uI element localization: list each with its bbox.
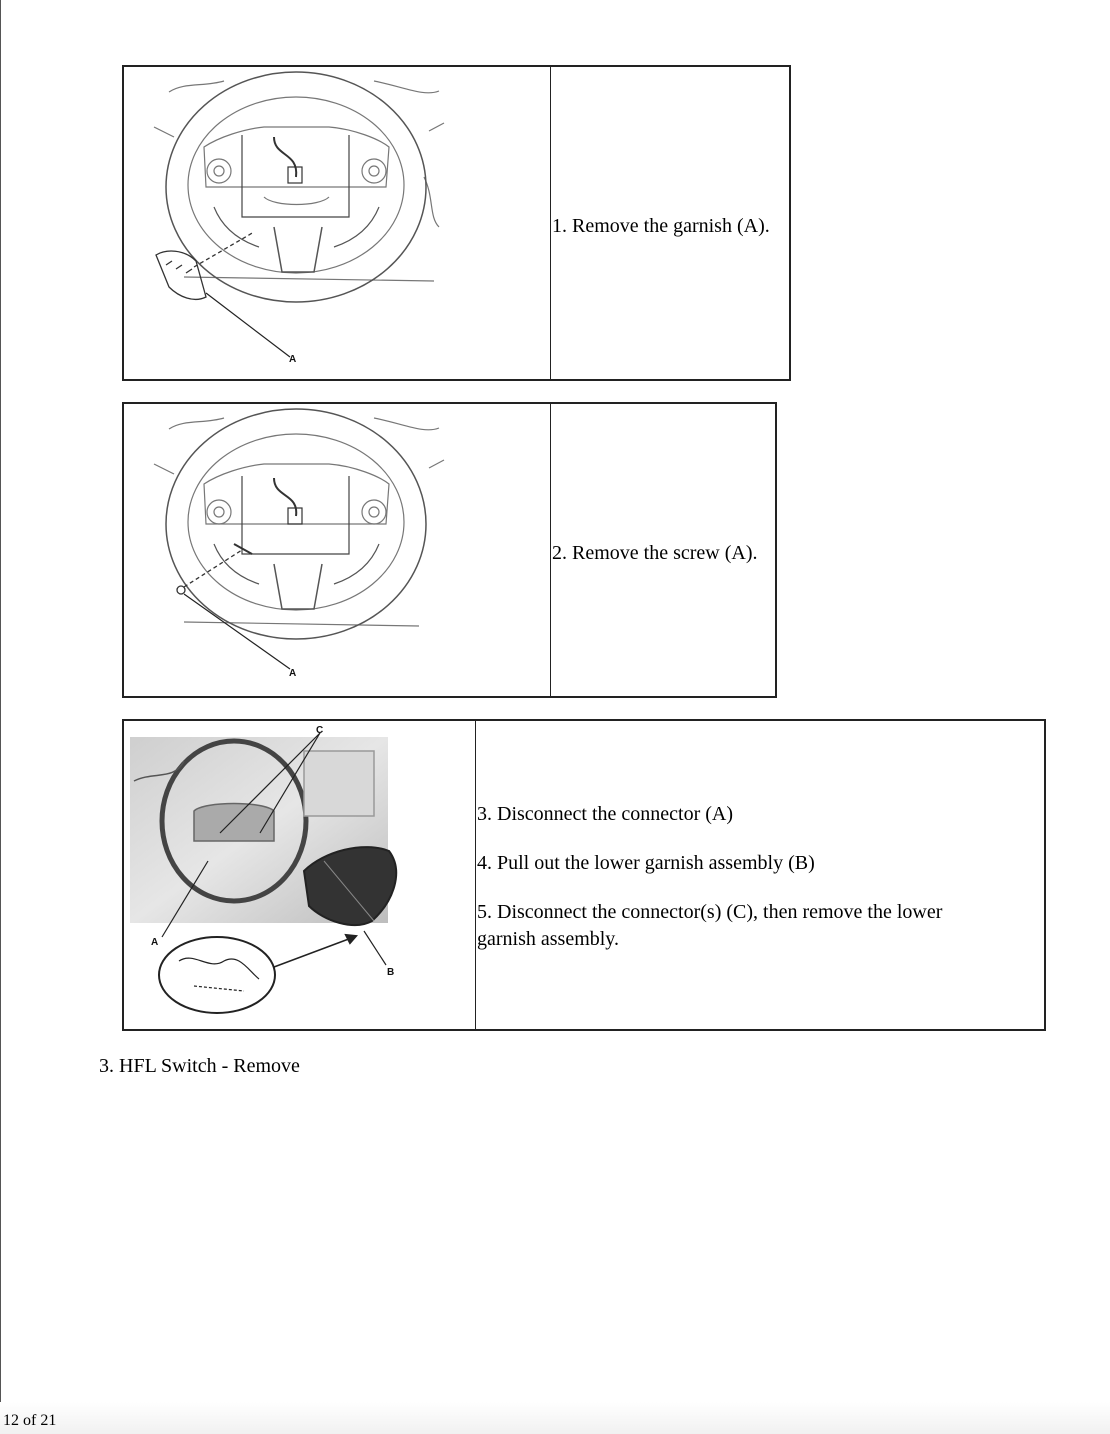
steering-wheel-garnish-illustration: [124, 67, 549, 379]
procedure-table-1: [122, 65, 791, 381]
illustration-cell: [124, 404, 551, 696]
instruction-cell: [551, 67, 789, 379]
page-border: [0, 0, 1, 1434]
section-heading: 3. HFL Switch - Remove: [99, 1055, 300, 1077]
page-footer: [0, 1402, 1110, 1434]
garnish-part-a: [156, 232, 254, 299]
detail-inset: [159, 935, 356, 1013]
callout-c: C: [316, 725, 324, 736]
illustration-cell: [124, 721, 476, 1029]
step-instruction: 1. Remove the garnish (A).: [552, 215, 770, 237]
page-number: 12 of 21: [3, 1412, 57, 1429]
step-instruction-3: 3. Disconnect the connector (A): [477, 803, 734, 825]
step-instruction: 2. Remove the screw (A).: [552, 542, 758, 564]
steering-wheel-screw-illustration: [124, 404, 549, 696]
procedure-table-3: [122, 719, 1046, 1031]
callout-a: A: [151, 937, 159, 948]
callout-a: A: [289, 354, 297, 365]
instruction-cell: [551, 404, 775, 696]
illustration-cell: [124, 67, 551, 379]
callout-b: B: [387, 967, 395, 978]
lower-garnish-assembly-illustration: [124, 721, 474, 1029]
procedure-table-2: [122, 402, 777, 698]
callout-a: A: [289, 668, 297, 679]
step-instruction-4: 4. Pull out the lower garnish assembly (B): [477, 852, 815, 874]
instruction-cell: [476, 721, 1044, 1029]
step-instruction-5: 5. Disconnect the connector(s) (C), then remove the lower garnish assembly.: [477, 901, 943, 950]
